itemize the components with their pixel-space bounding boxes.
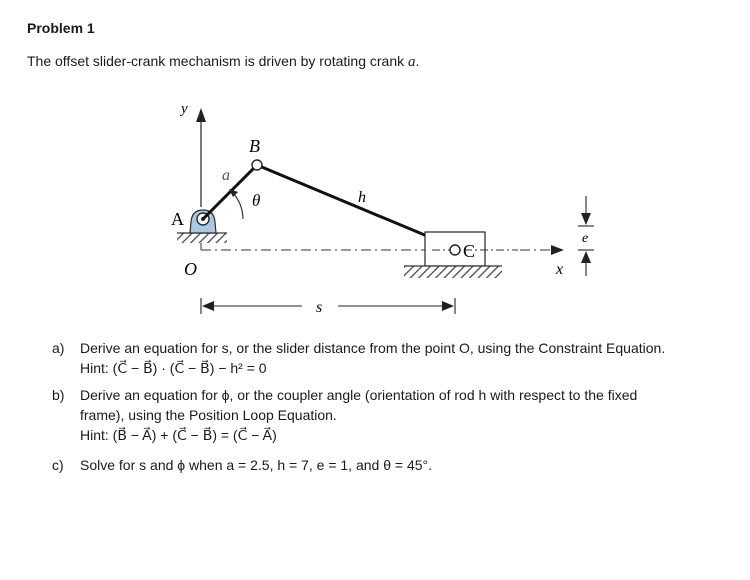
intro-end: .	[415, 53, 420, 69]
crank-a	[203, 165, 257, 219]
question-c	[52, 455, 433, 475]
question-c-label: c)	[52, 457, 64, 473]
question-b-text-2: frame), using the Position Loop Equation.	[80, 407, 337, 423]
pin-support-a	[190, 210, 216, 233]
point-a-label: A	[171, 209, 184, 229]
question-b-text-1: Derive an equation for ϕ, or the coupler angle (orientation of rod h with respect to the fixed	[80, 387, 638, 403]
y-axis	[196, 108, 206, 207]
slider-ground	[404, 266, 502, 278]
ground-support-a	[177, 233, 227, 243]
intro-text: The offset slider-crank mechanism is driven by rotating crank	[27, 53, 405, 69]
crank-a-label: a	[222, 167, 230, 184]
x-axis	[520, 245, 564, 255]
joint-b	[252, 160, 262, 170]
question-a	[52, 338, 666, 378]
s-label: s	[316, 299, 323, 316]
intro-variable: a	[408, 54, 416, 70]
coupler-h	[257, 165, 451, 246]
theta-label: θ	[252, 191, 261, 210]
y-axis-label: y	[181, 101, 188, 117]
coupler-h-label: h	[358, 189, 366, 206]
question-a-hint: Hint: (C⃗ − B⃗) · (C⃗ − B⃗) − h² = 0	[80, 360, 267, 376]
question-b-label: b)	[52, 387, 65, 403]
point-c-label: C	[463, 241, 476, 261]
question-b-hint: Hint: (B⃗ − A⃗) + (C⃗ − B⃗) = (C⃗ − A⃗)	[80, 427, 277, 443]
problem-title: Problem 1	[27, 20, 95, 36]
question-a-text: Derive an equation for s, or the slider distance from the point O, using the Constraint Equation.	[80, 340, 666, 356]
s-dimension	[201, 298, 455, 314]
offset-e-label: e	[582, 231, 589, 246]
theta-arc	[229, 189, 243, 219]
origin-o-label: O	[184, 259, 197, 279]
question-a-label: a)	[52, 340, 65, 356]
point-b-label: B	[249, 136, 260, 156]
question-b	[52, 385, 638, 445]
joint-c	[450, 245, 460, 255]
question-c-text: Solve for s and ϕ when a = 2.5, h = 7, e = 1, and θ = 45°.	[80, 457, 433, 473]
x-axis-label: x	[556, 261, 564, 278]
